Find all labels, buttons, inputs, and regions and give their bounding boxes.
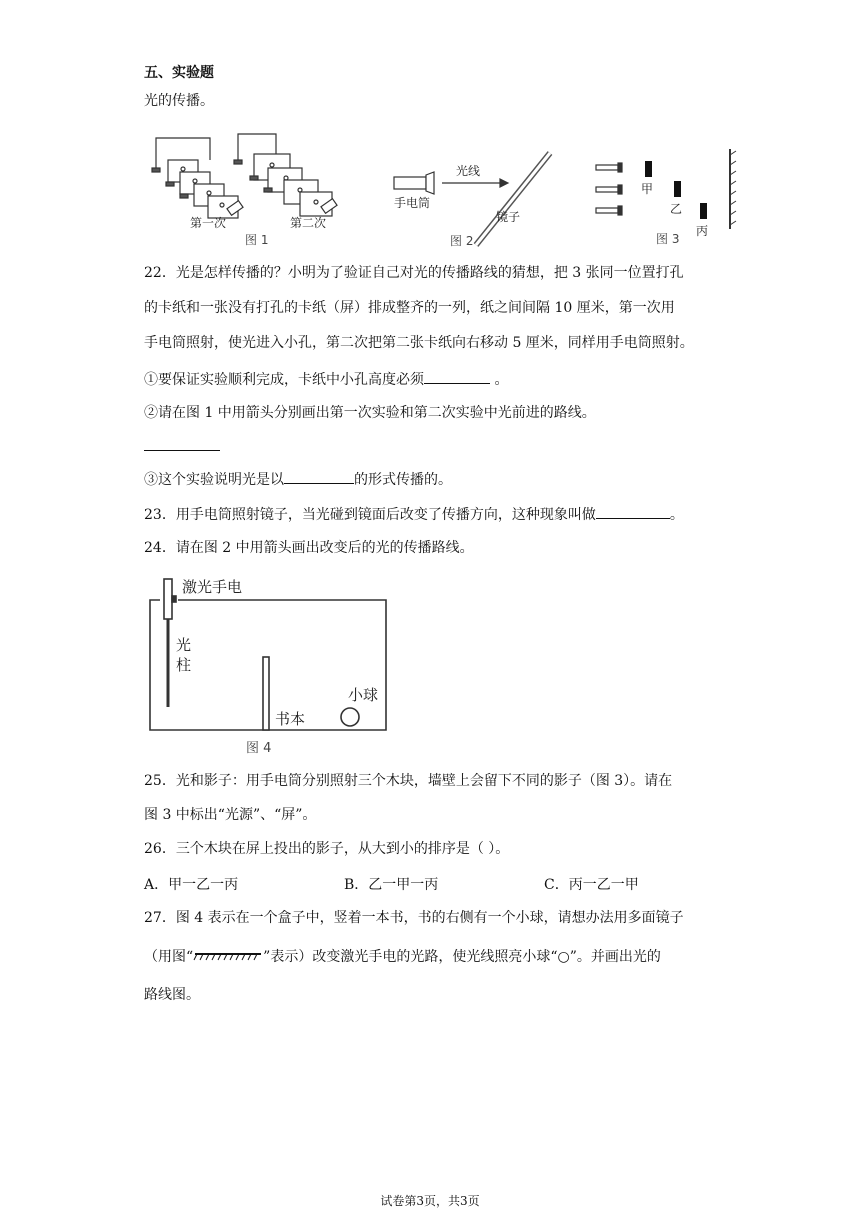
fig2-flashlight-label: 手电筒 — [394, 196, 431, 210]
section-title: 五、实验题 — [144, 65, 214, 81]
q23-end: 。 — [669, 507, 684, 523]
q22-sub3-end: 的形式传播的。 — [354, 472, 452, 488]
block-yi — [674, 181, 681, 197]
q26-text: 26．三个木块在屏上投出的影子，从大到小的排序是（ ）。 — [144, 841, 510, 857]
fig3-yi: 乙 — [670, 202, 683, 216]
q27-line2 — [144, 948, 661, 966]
q22-line2: 的卡纸和一张没有打孔的卡纸（屏）排成整齐的一列，纸之间间隔 10 厘米，第一次用 — [144, 300, 675, 316]
fig4-beam-label-2: 柱 — [176, 656, 192, 674]
figure-4 — [146, 574, 396, 760]
flashlight-icon — [394, 177, 426, 189]
fig1-caption: 图 1 — [245, 233, 269, 247]
fig4-laser-label: 激光手电 — [182, 578, 243, 596]
fig1-label-second: 第二次 — [290, 216, 327, 230]
fig4-caption: 图 4 — [246, 741, 272, 756]
fig4-beam-label-1: 光 — [176, 636, 192, 654]
fig3-jia: 甲 — [641, 182, 654, 196]
mirror-symbol-icon — [193, 950, 263, 964]
figure-2 — [390, 145, 570, 250]
q22-sub3-text: ③这个实验说明光是以 — [144, 472, 284, 488]
q23-blank[interactable] — [596, 504, 670, 519]
q26-option-c[interactable]: C．丙一乙一甲 — [544, 877, 639, 893]
q22-sub1 — [144, 369, 508, 389]
fig4-ball-label: 小球 — [348, 686, 379, 704]
q25-line2: 图 3 中标出“光源”、“屏”。 — [144, 807, 317, 823]
q27-line2-end: ”表示）改变激光手电的光路，使光线照亮小球“○”。并画出光的 — [263, 949, 661, 965]
q22-line1: 22．光是怎样传播的？小明为了验证自己对光的传播路线的猜想，把 3 张同一位置打孔 — [144, 265, 684, 281]
q23 — [144, 504, 684, 524]
q27-line2-start: （用图“ — [144, 949, 194, 965]
q23-text: 23．用手电筒照射镜子，当光碰到镜面后改变了传播方向，这种现象叫做 — [144, 507, 596, 523]
q22-line3: 手电筒照射，使光进入小孔，第二次把第二张卡纸向右移动 5 厘米，同样用手电筒照射。 — [144, 335, 694, 351]
q24: 24．请在图 2 中用箭头画出改变后的光的传播路线。 — [144, 540, 474, 556]
fig4-book-label: 书本 — [275, 710, 306, 728]
figure-3 — [590, 145, 740, 245]
q25-line1: 25．光和影子：用手电筒分别照射三个木块，墙壁上会留下不同的影子（图 3）。请在 — [144, 773, 673, 789]
q22-sub2: ②请在图 1 中用箭头分别画出第一次实验和第二次实验中光前进的路线。 — [144, 405, 596, 421]
q22-sub3 — [144, 469, 452, 489]
block-jia — [645, 161, 652, 177]
q22-sub1-text: ①要保证实验顺利完成，卡纸中小孔高度必须 — [144, 372, 424, 388]
wall-icon — [730, 149, 736, 229]
mirror-icon — [476, 153, 550, 245]
fig3-bing: 丙 — [696, 224, 709, 238]
q22-sub3-blank[interactable] — [284, 469, 354, 484]
laser-flashlight-icon — [164, 579, 172, 619]
book-icon — [263, 657, 269, 730]
block-bing — [700, 203, 707, 219]
fig2-mirror-label: 镜子 — [496, 210, 521, 224]
q22-sub2-answer — [144, 436, 220, 456]
q27-line3: 路线图。 — [144, 987, 200, 1003]
q27-line1: 27．图 4 表示在一个盒子中，竖着一本书，书的右侧有一个小球，请想办法用多面镜子 — [144, 910, 684, 926]
flashlight-row — [596, 163, 622, 215]
fig1-label-first: 第一次 — [190, 216, 227, 230]
fig2-caption: 图 2 — [450, 234, 474, 248]
q22-sub2-blank[interactable] — [144, 436, 220, 451]
q22-sub1-blank[interactable] — [424, 369, 490, 384]
figure-1 — [150, 130, 365, 250]
page-footer: 试卷第3页，共3页 — [380, 1194, 480, 1208]
ball-icon — [341, 708, 359, 726]
q26-option-a[interactable]: A．甲一乙一丙 — [144, 877, 239, 893]
intro-text: 光的传播。 — [144, 93, 214, 109]
fig2-light-label: 光线 — [456, 164, 481, 178]
q26-option-b[interactable]: B．乙一甲一丙 — [344, 877, 439, 893]
fig3-caption: 图 3 — [656, 232, 680, 245]
q22-sub1-end: 。 — [490, 372, 509, 388]
